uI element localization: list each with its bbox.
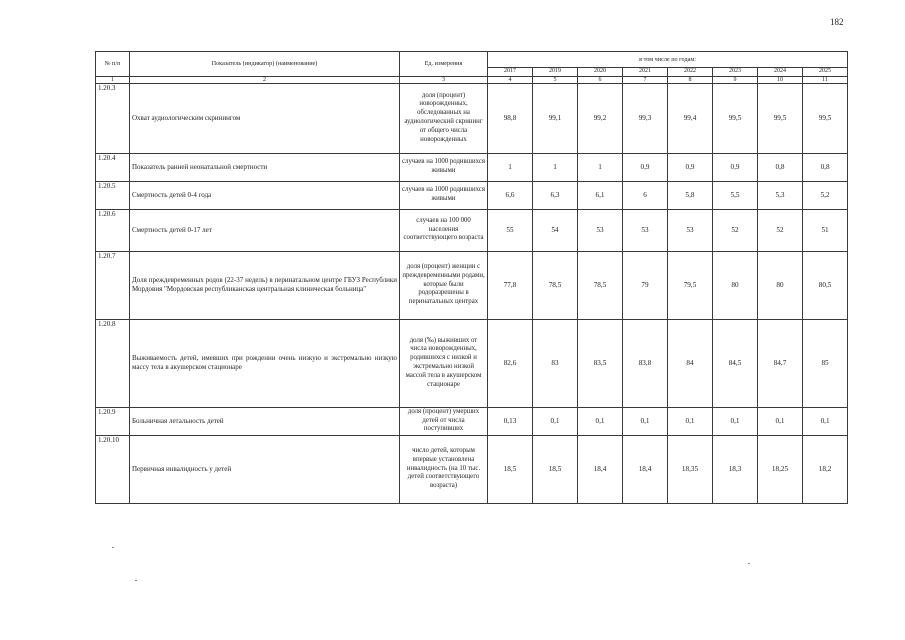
target-value: 18,2	[803, 435, 848, 503]
column-number: 6	[578, 76, 623, 83]
target-value: 99,1	[533, 83, 578, 153]
target-value: 1	[488, 153, 533, 181]
target-value: 99,5	[713, 83, 758, 153]
target-value: 6,3	[533, 181, 578, 209]
target-value: 5,8	[668, 181, 713, 209]
target-value: 80	[758, 251, 803, 319]
header-name: Показатель (индикатор) (наименование)	[130, 52, 400, 77]
indicator-name-cell	[130, 83, 400, 153]
target-value: 77,8	[488, 251, 533, 319]
indicator-name-cell	[130, 153, 400, 181]
table-row	[96, 435, 848, 503]
unit-of-measure: случаев на 1000 родившихся живыми	[400, 181, 488, 209]
row-number: 1.20.9	[96, 407, 130, 435]
target-value: 5,5	[713, 181, 758, 209]
target-value: 52	[713, 209, 758, 251]
header-unit: Ед. измерения	[400, 52, 488, 77]
target-value: 80	[713, 251, 758, 319]
column-number: 10	[758, 76, 803, 83]
column-number: 11	[803, 76, 848, 83]
column-number: 4	[488, 76, 533, 83]
target-value: 0,1	[758, 407, 803, 435]
target-value: 53	[578, 209, 623, 251]
target-value: 79,5	[668, 251, 713, 319]
target-value: 18,3	[713, 435, 758, 503]
table-row	[96, 407, 848, 435]
unit-of-measure: число детей, которым впервые установлена инвалидность (на 10 тыс. детей соответствующего возраста)	[400, 435, 488, 503]
target-value: 0,8	[803, 153, 848, 181]
unit-of-measure: доля (процент) умерших детей от числа поступивших	[400, 407, 488, 435]
page-number: 182	[830, 17, 844, 27]
column-number: 9	[713, 76, 758, 83]
target-value: 0,13	[488, 407, 533, 435]
target-value: 99,3	[623, 83, 668, 153]
target-value: 18,5	[533, 435, 578, 503]
row-number: 1.20.4	[96, 153, 130, 181]
table-row	[96, 181, 848, 209]
table-row	[96, 209, 848, 251]
column-number: 7	[623, 76, 668, 83]
target-value: 80,5	[803, 251, 848, 319]
target-value: 99,2	[578, 83, 623, 153]
indicator-name: Выживаемость детей, имевших при рождении очень низкую и экстремально низкую массу тела в акушерском стационаре	[132, 354, 397, 371]
indicator-name-cell	[130, 435, 400, 503]
indicator-name: Смертность детей 0-17 лет	[132, 225, 212, 234]
target-value: 5,3	[758, 181, 803, 209]
target-value: 54	[533, 209, 578, 251]
row-number: 1.20.10	[96, 435, 130, 503]
header-year: 2020	[578, 68, 623, 77]
header-year: 2024	[758, 68, 803, 77]
unit-of-measure: доля (процент) новорожденных, обследованных на аудиологический скрининг от общего числа новорожденных	[400, 83, 488, 153]
target-value: 99,5	[758, 83, 803, 153]
column-number: 5	[533, 76, 578, 83]
indicator-name-cell	[130, 209, 400, 251]
target-value: 0,1	[713, 407, 758, 435]
row-number: 1.20.7	[96, 251, 130, 319]
unit-of-measure: доля (процент) женщин с преждевременными родами, которые были родоразрешены в перинатальных центрах	[400, 251, 488, 319]
header-year: 2022	[668, 68, 713, 77]
unit-of-measure: случаев на 1000 родившихся живыми	[400, 153, 488, 181]
column-number: 2	[130, 76, 400, 83]
header-num: № п/п	[96, 52, 130, 77]
target-value: 0,9	[713, 153, 758, 181]
target-value: 6,6	[488, 181, 533, 209]
target-value: 0,1	[578, 407, 623, 435]
target-value: 99,5	[803, 83, 848, 153]
target-value: 55	[488, 209, 533, 251]
header-year: 2025	[803, 68, 848, 77]
target-value: 85	[803, 319, 848, 407]
header-year: 2023	[713, 68, 758, 77]
column-numbering-row	[96, 76, 848, 83]
target-value: 6,1	[578, 181, 623, 209]
target-value: 83,5	[578, 319, 623, 407]
target-value: 0,9	[623, 153, 668, 181]
indicator-name: Больничная летальность детей	[132, 416, 224, 425]
target-value: 51	[803, 209, 848, 251]
header-year: 2017	[488, 68, 533, 77]
target-value: 53	[668, 209, 713, 251]
row-number: 1.20.8	[96, 319, 130, 407]
unit-of-measure: случаев на 100 000 населения соответствующего возраста	[400, 209, 488, 251]
scan-speck	[112, 547, 114, 548]
scan-speck	[748, 563, 750, 564]
target-value: 5,2	[803, 181, 848, 209]
target-value: 1	[578, 153, 623, 181]
target-value: 78,5	[578, 251, 623, 319]
target-value: 0,1	[623, 407, 668, 435]
target-value: 78,5	[533, 251, 578, 319]
column-number: 3	[400, 76, 488, 83]
target-value: 82,6	[488, 319, 533, 407]
target-value: 18,4	[578, 435, 623, 503]
indicator-name-cell	[130, 319, 400, 407]
row-number: 1.20.6	[96, 209, 130, 251]
target-value: 6	[623, 181, 668, 209]
header-year: 2019	[533, 68, 578, 77]
scan-speck	[135, 580, 137, 581]
indicator-name-cell	[130, 251, 400, 319]
target-value: 84,5	[713, 319, 758, 407]
target-value: 79	[623, 251, 668, 319]
target-value: 98,8	[488, 83, 533, 153]
table-body	[96, 83, 848, 503]
table-row	[96, 319, 848, 407]
row-number: 1.20.5	[96, 181, 130, 209]
target-value: 53	[623, 209, 668, 251]
target-value: 0,1	[533, 407, 578, 435]
column-number: 1	[96, 76, 130, 83]
target-value: 18,5	[488, 435, 533, 503]
target-value: 84,7	[758, 319, 803, 407]
target-value: 18,35	[668, 435, 713, 503]
indicator-name-cell	[130, 407, 400, 435]
header-year: 2021	[623, 68, 668, 77]
indicator-name: Смертность детей 0-4 года	[132, 190, 212, 199]
target-value: 0,1	[803, 407, 848, 435]
indicator-name: Показатель ранней неонатальной смертности	[132, 162, 268, 171]
target-value: 99,4	[668, 83, 713, 153]
indicator-name: Первичная инвалидность у детей	[132, 464, 232, 473]
table-row	[96, 251, 848, 319]
unit-of-measure: доля (‰) выживших от числа новорожденных, родившихся с низкой и экстремально низкой массой тела в акушерском стационаре	[400, 319, 488, 407]
target-value: 52	[758, 209, 803, 251]
target-value: 0,8	[758, 153, 803, 181]
target-value: 83	[533, 319, 578, 407]
indicator-name: Охват аудиологическим скринингом	[132, 113, 241, 122]
table-row	[96, 153, 848, 181]
header-years-group: в том числе по годам:	[488, 52, 848, 68]
target-value: 84	[668, 319, 713, 407]
row-number: 1.20.3	[96, 83, 130, 153]
targets-table	[95, 51, 848, 504]
column-number: 8	[668, 76, 713, 83]
indicator-name-cell	[130, 181, 400, 209]
target-value: 83,8	[623, 319, 668, 407]
table-row	[96, 83, 848, 153]
target-value: 1	[533, 153, 578, 181]
target-value: 18,25	[758, 435, 803, 503]
target-value: 0,1	[668, 407, 713, 435]
indicator-name: Доля преждевременных родов (22-37 недель) в перинатальном центре ГБУЗ Республики Мордовия "Мордовская республиканская центральная клиническая больница"	[132, 276, 397, 293]
target-value: 18,4	[623, 435, 668, 503]
target-value: 0,9	[668, 153, 713, 181]
